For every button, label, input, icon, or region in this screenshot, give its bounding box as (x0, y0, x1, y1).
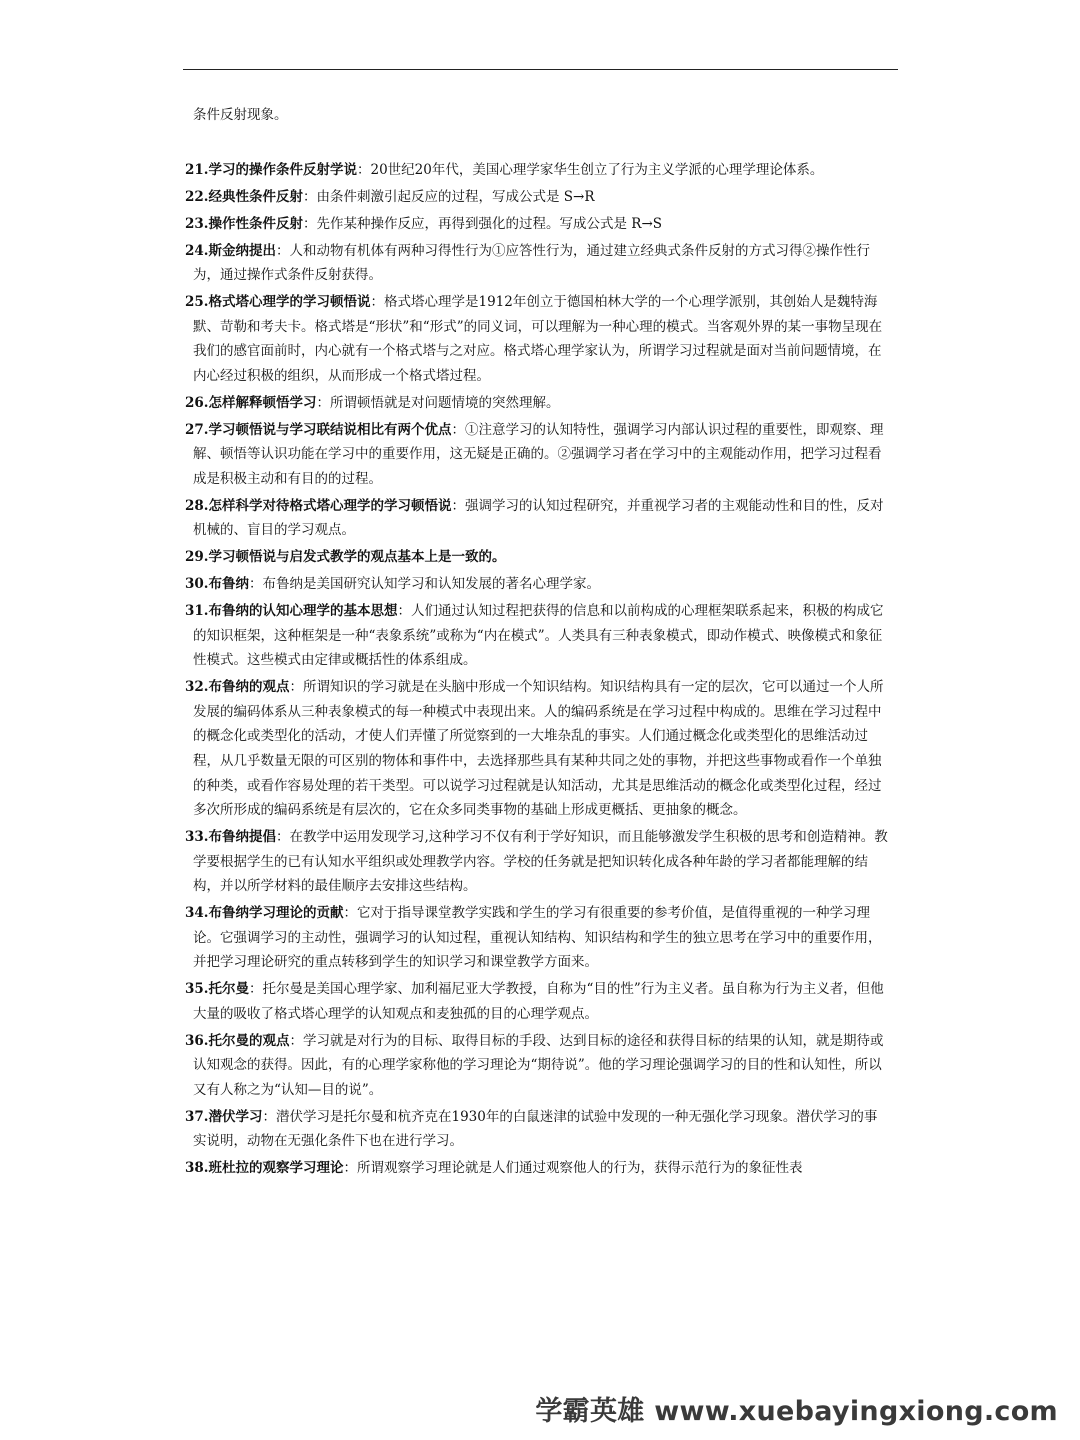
item-definition: 格式塔心理学是1912年创立于德国柏林大学的一个心理学派别，其创始人是魏特海默、苛勒和考夫卡。格式塔是“形状”和“形式”的同义词，可以理解为一种心理的模式。当客观外界的某一事物呈现在我们的感官面前时，内心就有一个格式塔与之对应。格式塔心理学家认为，所谓学习过程就是面对当前问题情境，在内心经过积极的组织，从而形成一个格式塔过程。 (193, 294, 883, 384)
entry-list (185, 158, 890, 1183)
list-item (185, 494, 890, 543)
item-definition: 它对于指导课堂教学实践和学生的学习有很重要的参考价值，是值得重视的一种学习理论。它强调学习的主动性，强调学习的认知过程，重视认知结构、知识结构和学生的独立思考在学习中的重要作用，并把学习理论研究的重点转移到学生的知识学习和课堂教学方面来。 (193, 905, 882, 971)
list-item (185, 1105, 890, 1154)
list-item (185, 572, 890, 597)
item-number: 21. (185, 162, 209, 178)
item-number: 22. (185, 188, 209, 205)
list-item (185, 239, 890, 288)
item-number: 30. (185, 576, 209, 593)
list-item (185, 1156, 890, 1181)
item-number: 35. (185, 981, 209, 998)
list-item (185, 391, 890, 416)
list-item (185, 185, 890, 210)
item-term: 操作性条件反射 (208, 215, 303, 232)
item-separator: ： (276, 242, 290, 259)
item-separator: ： (357, 162, 371, 178)
item-definition: 人们通过认知过程把获得的信息和以前构成的心理框架联系起来，积极的构成它的知识框架，这种框架是一种“表象系统”或称为“内在模式”。人类具有三种表象模式，即动作模式、映像模式和象征性模式。这些模式由定律或概括性的体系组成。 (193, 603, 884, 669)
item-definition: 人和动物有机体有两种习得性行为①应答性行为，通过建立经典式条件反射的方式习得②操作性行为，通过操作式条件反射获得。 (193, 242, 870, 284)
list-item (185, 901, 890, 975)
item-definition: 托尔曼是美国心理学家、加利福尼亚大学教授，自称为“目的性”行为主义者。虽自称为行为主义者，但他大量的吸收了格式塔心理学的认知观点和麦独孤的目的心理学观点。 (193, 981, 884, 1022)
item-number: 37. (185, 1108, 209, 1125)
site-watermark: 学霸英雄 www.xuebayingxiong.com (535, 1396, 1058, 1427)
list-item (185, 977, 890, 1026)
list-item (185, 675, 890, 823)
item-definition: 所谓观察学习理论就是人们通过观察他人的行为，获得示范行为的象征性表 (357, 1160, 803, 1177)
item-definition: 所谓顿悟就是对问题情境的突然理解。 (330, 394, 560, 411)
item-definition: 学习就是对行为的目标、取得目标的手段、达到目标的途径和获得目标的结果的认知，就是期待或认知观念的获得。因此，有的心理学家称他的学习理论为“期待说”。他的学习理论强调学习的目的性和认知性，所以又有人称之为“认知—目的说”。 (193, 1032, 884, 1098)
item-number: 23. (185, 215, 209, 232)
item-separator: ： (343, 1160, 357, 1177)
item-separator: ： (303, 188, 317, 205)
item-term: 布鲁纳学习理论的贡献 (208, 905, 344, 922)
item-separator: ： (289, 679, 303, 696)
item-number: 29. (185, 549, 209, 566)
item-term: 怎样解释顿悟学习 (208, 394, 317, 411)
list-item (185, 825, 890, 899)
item-term: 布鲁纳的观点 (208, 679, 290, 696)
item-number: 33. (185, 829, 209, 845)
header-rule (183, 69, 898, 70)
item-number: 34. (185, 905, 209, 922)
list-item (185, 599, 890, 673)
item-separator: ： (289, 1032, 303, 1049)
item-separator: ： (370, 294, 384, 311)
item-definition: 20世纪20年代，美国心理学家华生创立了行为主义学派的心理学理论体系。 (370, 162, 824, 178)
item-number: 24. (185, 242, 209, 259)
item-definition: 先作某种操作反应，再得到强化的过程。写成公式是 R→S (316, 215, 663, 232)
item-definition: 学习顿悟说与启发式教学的观点基本上是一致的。 (208, 549, 506, 566)
list-item (185, 290, 890, 388)
list-item (185, 418, 890, 492)
item-number: 32. (185, 679, 209, 696)
item-separator: ： (316, 394, 330, 411)
item-number: 27. (185, 421, 209, 438)
item-number: 28. (185, 497, 209, 514)
item-term: 学习的操作条件反射学说 (208, 162, 357, 178)
list-item (185, 158, 890, 183)
item-separator: ： (262, 1108, 276, 1125)
item-separator: ： (397, 603, 411, 620)
item-term: 经典性条件反射 (208, 188, 303, 205)
item-definition: 所谓知识的学习就是在头脑中形成一个知识结构。知识结构具有一定的层次，它可以通过一个人所发展的编码体系从三种表象模式的每一种模式中表现出来。人的编码系统是在学习过程中构成的。思维在学习过程中的概念化或类型化的活动，才使人们弄懂了所觉察到的一大堆杂乱的事实。人们通过概念化或类型化的思维活动过程，从几乎数量无限的可区别的物体和事件中，去选择那些具有某种共同之处的事物，并把这些事物或看作一个单独的种类，或看作容易处理的若干类型。可以说学习过程就是认知活动，尤其是思维活动的概念化或类型化过程，经过多次所形成的编码系统是有层次的，它在众多同类事物的基础上形成更概括、更抽象的概念。 (193, 679, 884, 819)
item-number: 25. (185, 294, 209, 311)
item-number: 31. (185, 603, 209, 620)
item-number: 38. (185, 1160, 209, 1177)
item-term: 潜伏学习 (208, 1108, 263, 1125)
item-definition: 由条件刺激引起反应的过程，写成公式是 S→R (316, 188, 595, 205)
list-item (185, 212, 890, 237)
item-separator: ： (343, 905, 357, 922)
item-definition: ①注意学习的认知特性，强调学习内部认识过程的重要性，即观察、理解、顿悟等认识功能在学习中的重要作用，这无疑是正确的。②强调学习者在学习中的主观能动作用，把学习过程看成是积极主动和有目的的过程。 (193, 421, 884, 487)
item-number: 26. (185, 394, 209, 411)
item-number: 36. (185, 1032, 209, 1049)
item-separator: ： (249, 981, 263, 998)
item-term: 格式塔心理学的学习顿悟说 (208, 294, 371, 311)
item-separator: ： (451, 497, 465, 514)
item-term: 怎样科学对待格式塔心理学的学习顿悟说 (208, 497, 452, 514)
item-term: 斯金纳提出 (208, 242, 276, 259)
item-term: 布鲁纳提倡 (208, 829, 276, 845)
item-term: 学习顿悟说与学习联结说相比有两个优点 (208, 421, 452, 438)
list-item (185, 545, 890, 570)
list-item (185, 1029, 890, 1103)
continued-text: 条件反射现象。 (193, 107, 288, 123)
item-definition: 布鲁纳是美国研究认知学习和认知发展的著名心理学家。 (262, 576, 600, 593)
item-definition: 潜伏学习是托尔曼和杭齐克在1930年的白鼠迷津的试验中发现的一种无强化学习现象。潜伏学习的事实说明，动物在无强化条件下也在进行学习。 (193, 1108, 878, 1150)
item-definition: 强调学习的认知过程研究，并重视学习者的主观能动性和目的性，反对机械的、盲目的学习观点。 (193, 497, 884, 539)
item-definition: 在教学中运用发现学习,这种学习不仅有利于学好知识，而且能够激发学生积极的思考和创造精神。教学要根据学生的已有认知水平组织或处理教学内容。学校的任务就是把知识转化成各种年龄的学习者都能理解的结构，并以所学材料的最佳顺序去安排这些结构。 (193, 829, 888, 895)
item-separator: ： (451, 421, 465, 438)
item-separator: ： (303, 215, 317, 232)
item-separator: ： (249, 576, 263, 593)
item-term: 托尔曼的观点 (208, 1032, 290, 1049)
item-term: 班杜拉的观察学习理论 (208, 1160, 344, 1177)
item-term: 布鲁纳 (208, 576, 249, 593)
item-term: 托尔曼 (208, 981, 249, 998)
item-term: 布鲁纳的认知心理学的基本思想 (208, 603, 398, 620)
item-separator: ： (276, 829, 290, 845)
